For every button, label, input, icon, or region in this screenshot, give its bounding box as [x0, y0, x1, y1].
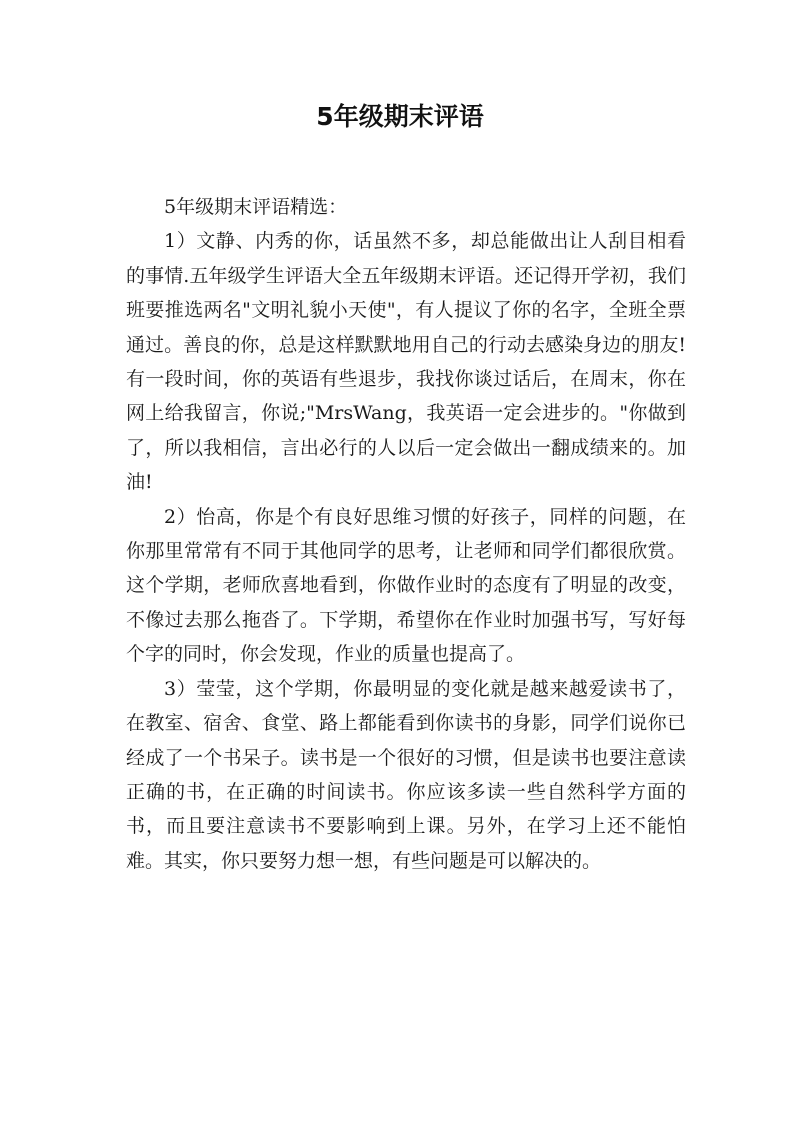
comment-paragraph-3: 3）莹莹，这个学期，你最明显的变化就是越来越爱读书了，在教室、宿舍、食堂、路上都能看到你读书的身影，同学们说你已经成了一个书呆子。读书是一个很好的习惯，但是读书也要注意读正确的书，在正确的时间读书。你应该多读一些自然科学方面的书，而且要注意读书不要影响到上课。另外，在学习上还不能怕难。其实，你只要努力想一想，有些问题是可以解决的。: [126, 677, 686, 872]
document-title: 5年级期末评语: [316, 102, 484, 131]
comment-paragraph-1: 1）文静、内秀的你，话虽然不多，却总能做出让人刮目相看的事情.五年级学生评语大全五年级期末评语。还记得开学初，我们班要推选两名"文明礼貌小天使"，有人提议了你的名字，全班全票通过。善良的你，总是这样默默地用自己的行动去感染身边的朋友!有一段时间，你的英语有些退步，我找你谈过话后，在周末，你在网上给我留言，你说;"MrsWang，我英语一定会进步的。"你做到了，所以我相信，言出必行的人以后一定会做出一翻成绩来的。加油!: [126, 230, 686, 494]
document-body: [126, 190, 686, 878]
comment-paragraph-2: 2）怡高，你是个有良好思维习惯的好孩子，同样的问题，在你那里常常有不同于其他同学的思考，让老师和同学们都很欣赏。这个学期，老师欣喜地看到，你做作业时的态度有了明显的改变，不像过去那么拖沓了。下学期，希望你在作业时加强书写，写好每个字的同时，你会发现，作业的质量也提高了。: [126, 505, 686, 666]
intro-paragraph: 5年级期末评语精选：: [164, 196, 348, 218]
